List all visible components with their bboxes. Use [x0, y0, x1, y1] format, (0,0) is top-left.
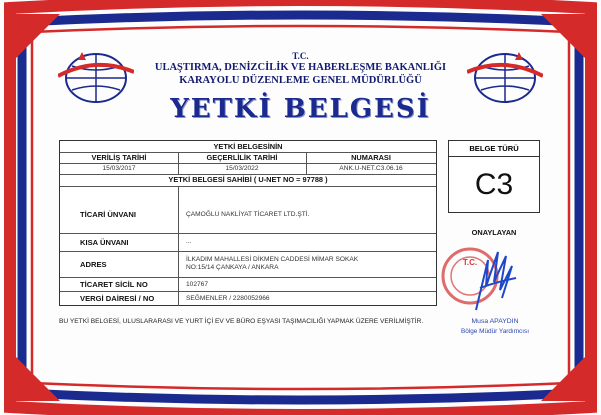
- table-row: [60, 233, 436, 252]
- table-row: [60, 277, 436, 292]
- row-label: KISA ÜNVANI: [80, 238, 129, 247]
- row-label: VERGİ DAİRESİ / NO: [80, 294, 155, 303]
- header-directorate: KARAYOLU DÜZENLEME GENEL MÜDÜRLÜĞÜ: [179, 75, 422, 86]
- col-valid-date: GEÇERLİLİK TARİHİ: [206, 153, 278, 162]
- divider: [178, 152, 179, 174]
- divider: [178, 186, 179, 306]
- divider: [306, 152, 307, 174]
- owner-title: YETKİ BELGESİ SAHİBİ ( U-NET NO = 97788 ): [168, 175, 328, 184]
- belge-turu-value: C3: [474, 168, 514, 201]
- row-label: TİCARİ ÜNVANI: [80, 210, 136, 219]
- signer-role: Bölge Müdür Yardımcısı: [461, 328, 529, 335]
- header-tc: T.C.: [292, 51, 309, 61]
- col-issue-date: VERİLİŞ TARİHİ: [91, 153, 147, 162]
- official-stamp-icon: [436, 238, 536, 318]
- approval-label: ONAYLAYAN: [471, 228, 517, 237]
- valid-date: 15/03/2022: [225, 165, 259, 172]
- certificate-table: [59, 140, 437, 306]
- row-value: İLKADIM MAHALLESİ DİKMEN CADDESİ MİMAR SOKAK: [186, 256, 359, 263]
- row-value: 102767: [186, 281, 209, 288]
- belge-turu-label: BELGE TÜRÜ: [449, 141, 539, 157]
- section-title: YETKİ BELGESİNİN: [213, 142, 283, 151]
- table-row: [60, 251, 436, 278]
- row-label: TİCARET SİCİL NO: [80, 280, 148, 289]
- table-row: [60, 291, 436, 305]
- document-title: YETKİ BELGESİ: [170, 94, 431, 124]
- row-value: ÇAMOĞLU NAKLİYAT TİCARET LTD.ŞTİ.: [186, 211, 310, 218]
- issue-date: 15/03/2017: [102, 165, 136, 172]
- signer-name: Musa APAYDIN: [471, 318, 519, 325]
- row-value: SEĞMENLER / 2280052966: [186, 295, 270, 302]
- row-value-line2: NO:15/14 ÇANKAYA / ANKARA: [186, 264, 279, 271]
- stamp-text: T.C.: [462, 258, 478, 267]
- certificate-number: ANK.U-NET.C3.06.16: [339, 165, 403, 172]
- col-number: NUMARASI: [351, 153, 391, 162]
- footer-note: BU YETKİ BELGESİ, ULUSLARARASI VE YURT İÇİ EV VE BÜRO EŞYASI TAŞIMACILIĞI YAPMAK ÜZERE VERİLMİŞTİR.: [59, 318, 424, 325]
- header-ministry: ULAŞTIRMA, DENİZCİLİK VE HABERLEŞME BAKANLIĞI: [154, 62, 447, 73]
- belge-turu-box: [448, 140, 540, 213]
- row-label: ADRES: [80, 260, 107, 269]
- row-value: ...: [186, 238, 192, 245]
- table-row: [60, 186, 436, 234]
